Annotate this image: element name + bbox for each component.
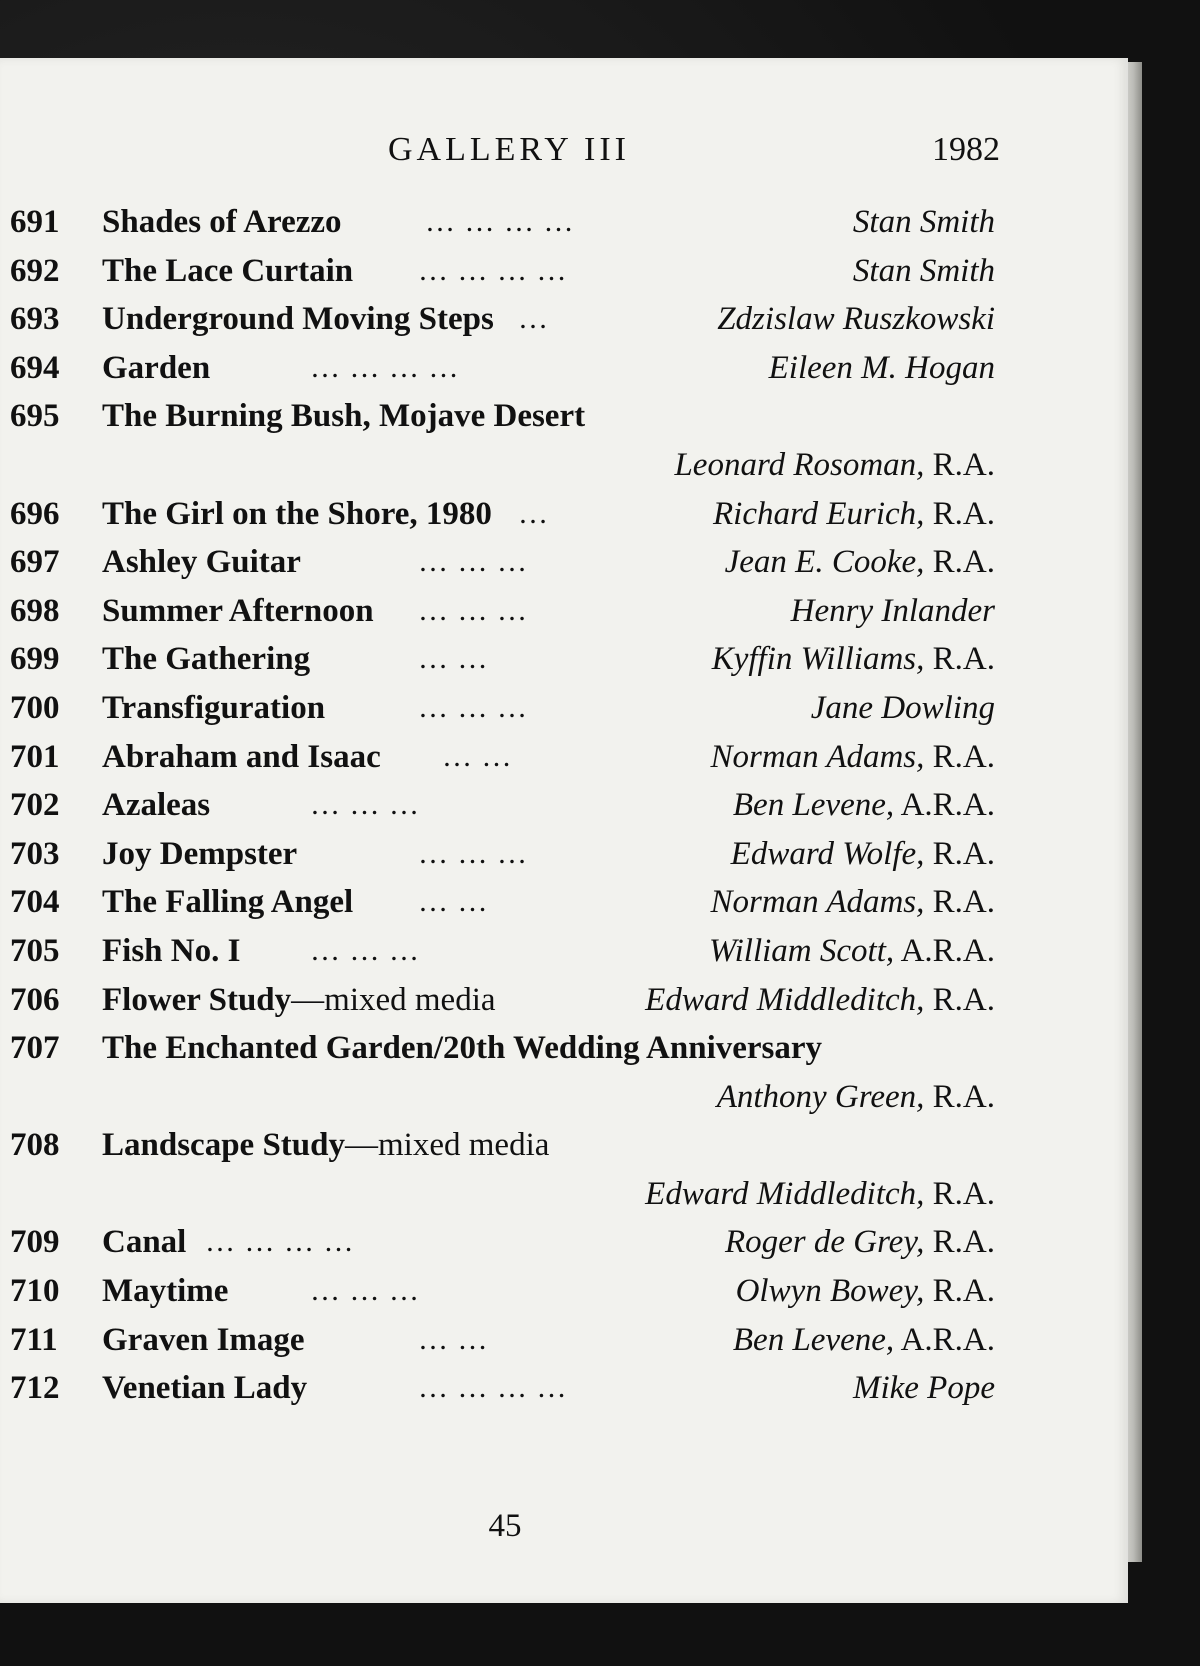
dot-leader: … … … …	[425, 205, 575, 238]
artist-name: Ben Levene,	[732, 1321, 895, 1358]
entry-artist	[725, 538, 995, 587]
entry-number: 708	[10, 1127, 60, 1164]
dot-leader: … …	[418, 1322, 489, 1356]
entry-title	[102, 1218, 186, 1267]
catalogue-entry	[10, 344, 995, 393]
page-number: 45	[488, 1508, 522, 1544]
entry-title-text: Landscape Study	[102, 1127, 346, 1164]
artist-name: Stan Smith	[852, 252, 995, 289]
entry-artist	[645, 976, 995, 1025]
entry-artist	[717, 295, 995, 344]
entry-artist	[709, 927, 995, 976]
entry-number: 700	[10, 689, 60, 726]
gallery-title: GALLERY III	[388, 131, 630, 168]
entry-title	[102, 635, 310, 684]
entry-title-text: The Lace Curtain	[102, 252, 354, 289]
artist-honours: A.R.A.	[894, 932, 995, 969]
entry-artist	[712, 635, 995, 684]
catalogue-year: 1982	[932, 131, 1000, 168]
artist-honours: R.A.	[924, 495, 995, 532]
catalogue-entry	[10, 1218, 995, 1267]
catalogue-page	[0, 58, 1128, 1603]
entry-number: 696	[10, 495, 60, 532]
artist-name: Jean E. Cooke,	[724, 544, 925, 581]
artist-name: Edward Middleditch,	[645, 981, 925, 1018]
artist-name: Mike Pope	[852, 1370, 995, 1407]
entry-title-text: Summer Afternoon	[102, 592, 374, 629]
catalogue-entry	[10, 392, 995, 441]
entry-artist	[733, 781, 995, 830]
catalogue-entry	[10, 1073, 995, 1122]
artist-name: Roger de Grey,	[724, 1224, 925, 1261]
dot-leader: … … …	[418, 836, 528, 870]
catalogue-entry	[10, 587, 995, 636]
entry-title	[102, 927, 240, 976]
artist-honours: R.A.	[924, 835, 995, 872]
catalogue-entry	[10, 1316, 995, 1365]
artist-name: Eileen M. Hogan	[768, 349, 995, 386]
entry-title-text: Abraham and Isaac	[102, 738, 381, 775]
entry-artist	[713, 490, 995, 539]
catalogue-entry	[10, 781, 995, 830]
artist-name: Stan Smith	[852, 204, 995, 240]
artist-honours: R.A.	[924, 446, 995, 483]
entry-number: 701	[10, 738, 60, 775]
entry-number: 712	[10, 1370, 60, 1407]
entry-artist	[853, 198, 995, 247]
entry-title-text: Canal	[102, 1224, 187, 1261]
artist-name: Henry Inlander	[790, 592, 995, 629]
catalogue-entry	[10, 198, 995, 247]
dot-leader: … …	[418, 642, 489, 676]
catalogue-entry	[10, 441, 995, 490]
entry-artist	[710, 733, 995, 782]
entry-title	[102, 295, 494, 344]
entry-title	[102, 198, 342, 247]
dot-leader: … … … …	[310, 350, 460, 384]
dot-leader: … … …	[310, 1274, 420, 1308]
entry-artist	[853, 247, 995, 296]
entry-title	[102, 684, 325, 733]
artist-name: Jane Dowling	[810, 689, 995, 726]
dot-leader: … … … …	[205, 1225, 355, 1259]
catalogue-entry	[10, 927, 995, 976]
artist-honours: R.A.	[924, 544, 995, 581]
artist-name: Norman Adams,	[710, 738, 925, 775]
catalogue-entry	[10, 830, 995, 879]
artist-honours: R.A.	[924, 1273, 995, 1310]
entry-title-text: The Falling Angel	[102, 884, 354, 921]
entry-title-text: Graven Image	[102, 1321, 305, 1358]
dot-leader: …	[518, 302, 549, 336]
entry-title-text: The Enchanted Garden/20th Wedding Anniversary	[102, 1030, 823, 1067]
entry-title-text: Joy Dempster	[102, 835, 298, 872]
dot-leader: …	[518, 496, 549, 530]
entry-artist	[791, 587, 995, 636]
entry-number: 695	[10, 398, 60, 435]
entry-artist	[674, 441, 995, 490]
entry-title-text: Underground Moving Steps	[102, 301, 494, 338]
artist-honours: R.A.	[924, 1175, 995, 1212]
dot-leader: … … …	[418, 593, 528, 627]
entry-number: 693	[10, 301, 60, 338]
artist-honours: R.A.	[924, 884, 995, 921]
entry-artist	[717, 1073, 995, 1122]
entry-artist	[769, 344, 995, 393]
entry-artist	[731, 830, 995, 879]
entry-title	[102, 733, 381, 782]
entry-title-text: Azaleas	[102, 787, 211, 824]
artist-honours: R.A.	[924, 981, 995, 1018]
entry-number: 697	[10, 544, 60, 581]
entry-title	[102, 781, 210, 830]
dot-leader: … … … …	[418, 1371, 568, 1405]
catalogue-entry	[10, 733, 995, 782]
entry-number: 710	[10, 1273, 60, 1310]
catalogue-entry	[10, 635, 995, 684]
entry-title	[102, 878, 353, 927]
artist-name: Ben Levene,	[732, 787, 895, 824]
entry-artist	[710, 878, 995, 927]
entry-number: 706	[10, 981, 60, 1018]
entry-title-text: Ashley Guitar	[102, 544, 301, 581]
artist-name: William Scott,	[708, 932, 895, 969]
catalogue-entry	[10, 878, 995, 927]
entry-number: 702	[10, 787, 60, 824]
catalogue-entry	[10, 1170, 995, 1219]
entry-title	[102, 392, 585, 441]
entry-title-text: Garden	[102, 349, 211, 386]
entry-title-text: The Burning Bush, Mojave Desert	[102, 398, 586, 435]
entry-number: 711	[10, 1321, 58, 1358]
entry-title	[102, 247, 353, 296]
entry-artist	[853, 1364, 995, 1413]
catalogue-entry	[10, 538, 995, 587]
catalogue-entry	[10, 1024, 995, 1073]
entry-number: 691	[10, 204, 60, 240]
entry-title-text: Fish No. I	[102, 932, 241, 969]
entry-artist	[725, 1218, 995, 1267]
artist-name: Olwyn Bowey,	[735, 1273, 925, 1310]
artist-name: Zdzislaw Ruszkowski	[717, 301, 995, 338]
entry-title-text: The Girl on the Shore, 1980	[102, 495, 492, 532]
entry-title-text: Maytime	[102, 1273, 229, 1310]
catalogue-entry	[10, 1267, 995, 1316]
entry-title	[102, 587, 374, 636]
entry-title	[102, 538, 301, 587]
entry-title	[102, 344, 210, 393]
dot-leader: … … …	[310, 788, 420, 822]
entry-list	[10, 198, 995, 1413]
entry-title	[102, 490, 492, 539]
entry-number: 703	[10, 835, 60, 872]
dot-leader: … … … …	[418, 253, 568, 287]
artist-honours: R.A.	[924, 1224, 995, 1261]
entry-artist	[811, 684, 995, 733]
entry-title	[102, 1364, 307, 1413]
entry-number: 705	[10, 932, 60, 969]
catalogue-entry	[10, 1121, 995, 1170]
catalogue-entry	[10, 490, 995, 539]
entry-title	[102, 1121, 549, 1170]
catalogue-entry	[10, 295, 995, 344]
catalogue-entry	[10, 247, 995, 296]
dot-leader: … … …	[418, 545, 528, 579]
entry-number: 699	[10, 641, 60, 678]
catalogue-entry	[10, 976, 995, 1025]
artist-name: Anthony Green,	[716, 1078, 925, 1115]
entry-title-text: Venetian Lady	[102, 1370, 308, 1407]
artist-name: Edward Middleditch,	[645, 1175, 925, 1212]
entry-number: 694	[10, 349, 60, 386]
entry-title	[102, 1316, 305, 1365]
entry-title	[102, 1267, 228, 1316]
artist-honours: R.A.	[924, 738, 995, 775]
entry-title-text: Flower Study	[102, 981, 292, 1018]
entry-title	[102, 1024, 822, 1073]
artist-name: Kyffin Williams,	[711, 641, 925, 678]
entry-title	[102, 976, 496, 1025]
entry-title-text: Shades of Arezzo	[102, 204, 342, 240]
entry-number: 692	[10, 252, 60, 289]
artist-name: Norman Adams,	[710, 884, 925, 921]
entry-medium: —mixed media	[345, 1127, 550, 1164]
entry-title	[102, 830, 297, 879]
dot-leader: … …	[442, 739, 513, 773]
artist-honours: R.A.	[924, 641, 995, 678]
artist-honours: A.R.A.	[894, 787, 995, 824]
artist-honours: A.R.A.	[894, 1321, 995, 1358]
entry-title-text: Transfiguration	[102, 689, 326, 726]
entry-artist	[645, 1170, 995, 1219]
entry-title-text: The Gathering	[102, 641, 311, 678]
catalogue-entry	[10, 684, 995, 733]
entry-medium: —mixed media	[291, 981, 496, 1018]
entry-artist	[733, 1316, 995, 1365]
catalogue-entry	[10, 1364, 995, 1413]
entry-number: 698	[10, 592, 60, 629]
artist-name: Leonard Rosoman,	[674, 446, 925, 483]
dot-leader: … … …	[418, 690, 528, 724]
dot-leader: … …	[418, 885, 489, 919]
dot-leader: … … …	[310, 933, 420, 967]
entry-artist	[736, 1267, 995, 1316]
artist-name: Richard Eurich,	[713, 495, 925, 532]
entry-number: 704	[10, 884, 60, 921]
entry-number: 707	[10, 1030, 60, 1067]
entry-number: 709	[10, 1224, 60, 1261]
artist-name: Edward Wolfe,	[730, 835, 925, 872]
artist-honours: R.A.	[924, 1078, 995, 1115]
